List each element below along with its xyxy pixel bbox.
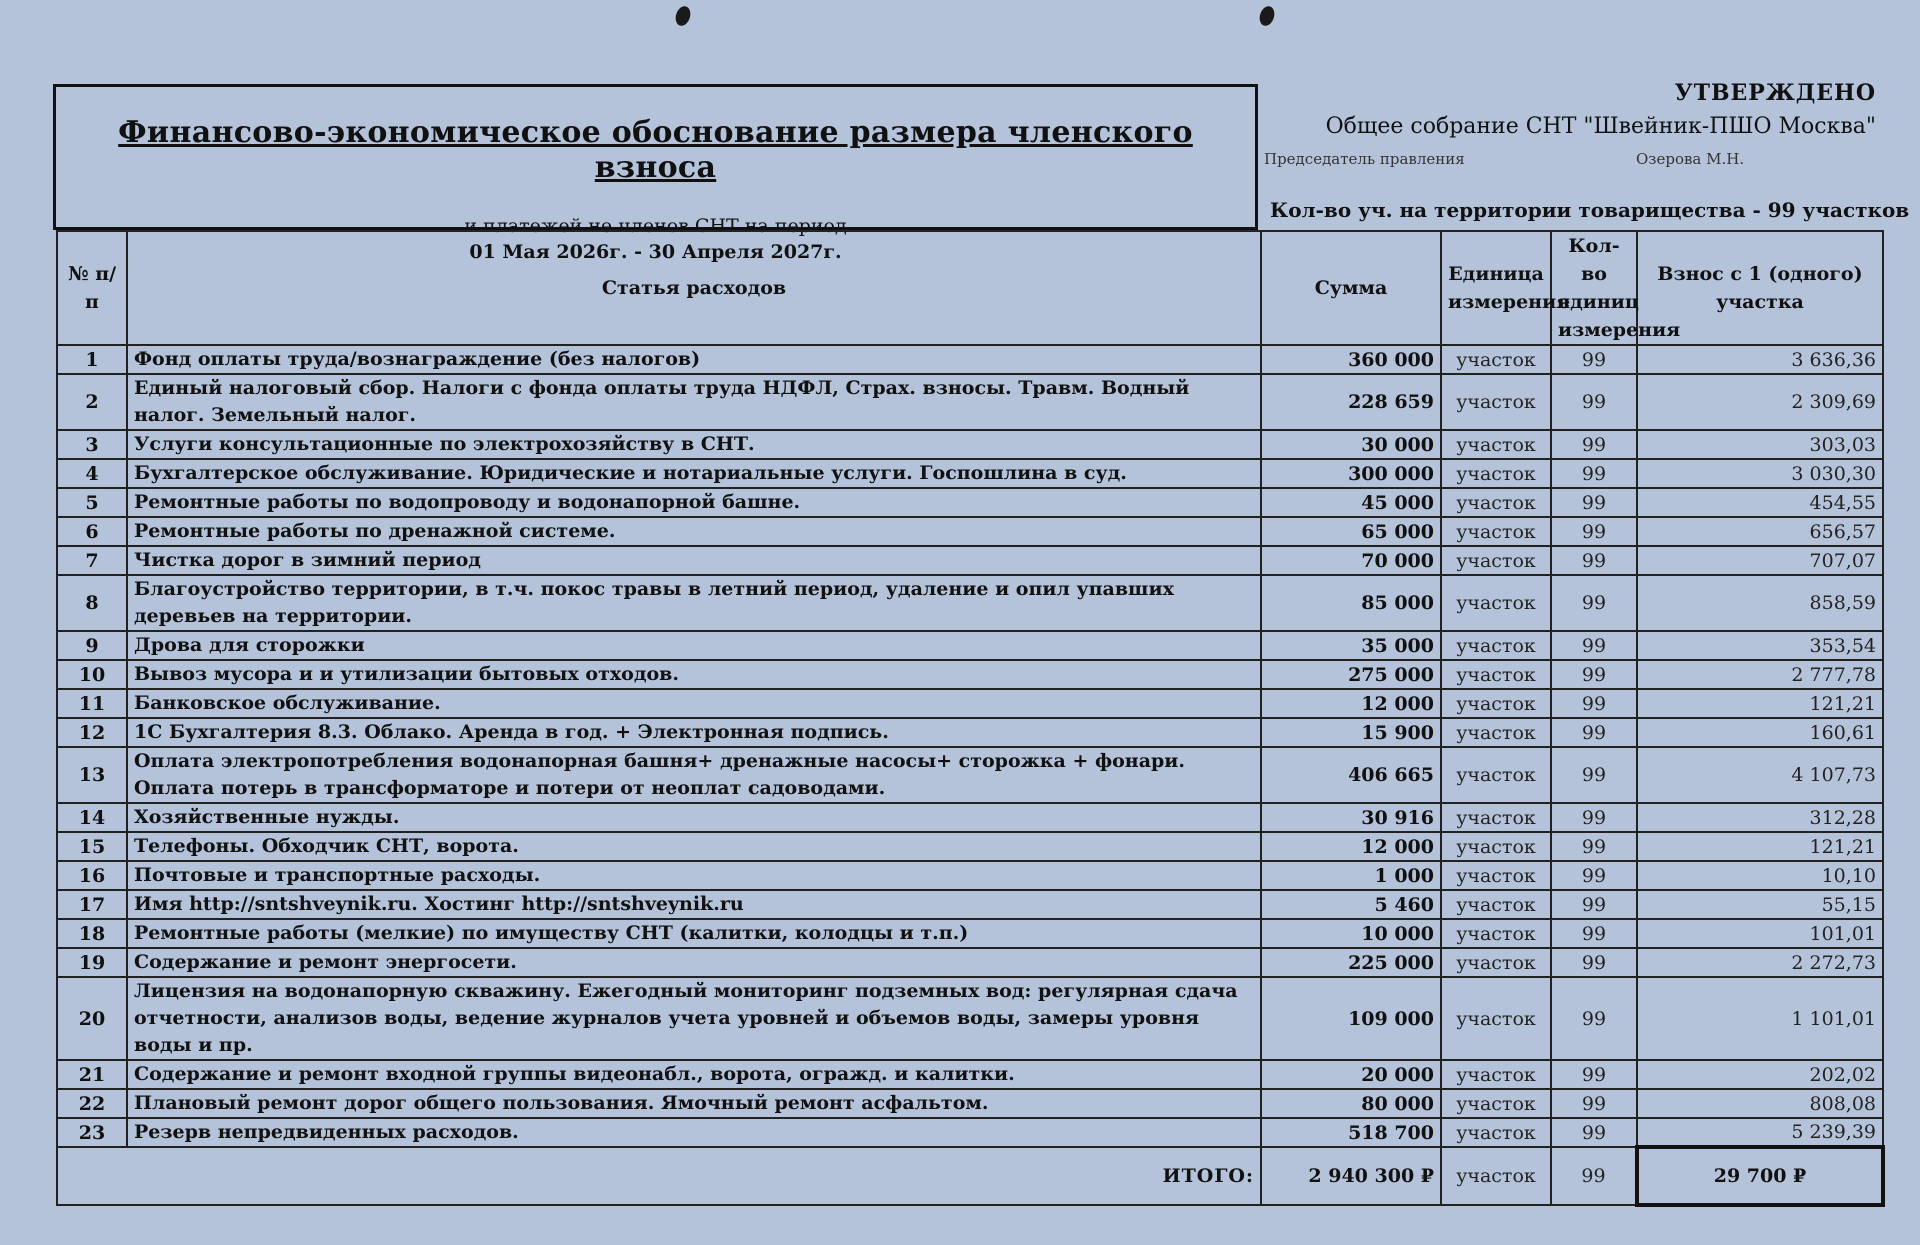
per-plot-fee: 303,03 <box>1637 430 1883 459</box>
expense-sum: 12 000 <box>1261 832 1441 861</box>
expense-sum: 1 000 <box>1261 861 1441 890</box>
units-count: 99 <box>1551 919 1637 948</box>
subtitle-line-1: и платежей не членов СНТ на период <box>464 215 847 237</box>
expense-item: Ремонтные работы (мелкие) по имуществу СНТ (калитки, колодцы и т.п.) <box>127 919 1261 948</box>
expense-item: Дрова для сторожки <box>127 631 1261 660</box>
row-number: 15 <box>57 832 127 861</box>
per-plot-fee: 656,57 <box>1637 517 1883 546</box>
expense-item: Хозяйственные нужды. <box>127 803 1261 832</box>
units-count: 99 <box>1551 803 1637 832</box>
units-count: 99 <box>1551 575 1637 631</box>
units-count: 99 <box>1551 718 1637 747</box>
per-plot-fee: 1 101,01 <box>1637 977 1883 1060</box>
unit-of-measure: участок <box>1441 517 1551 546</box>
per-plot-fee: 5 239,39 <box>1637 1118 1883 1147</box>
expense-sum: 225 000 <box>1261 948 1441 977</box>
col-per-plot-header: Взнос с 1 (одного) участка <box>1637 231 1883 345</box>
per-plot-fee: 3 030,30 <box>1637 459 1883 488</box>
per-plot-fee: 3 636,36 <box>1637 345 1883 374</box>
expense-item: Вывоз мусора и и утилизации бытовых отходов. <box>127 660 1261 689</box>
unit-of-measure: участок <box>1441 919 1551 948</box>
table-row <box>57 861 1883 890</box>
expense-sum: 275 000 <box>1261 660 1441 689</box>
per-plot-fee: 121,21 <box>1637 689 1883 718</box>
table-row <box>57 345 1883 374</box>
expense-item: Плановый ремонт дорог общего пользования. Ямочный ремонт асфальтом. <box>127 1089 1261 1118</box>
table-row <box>57 575 1883 631</box>
table-row <box>57 459 1883 488</box>
units-count: 99 <box>1551 459 1637 488</box>
unit-of-measure: участок <box>1441 747 1551 803</box>
units-count: 99 <box>1551 977 1637 1060</box>
expense-item: Бухгалтерское обслуживание. Юридические и нотариальные услуги. Госпошлина в суд. <box>127 459 1261 488</box>
expense-sum: 30 000 <box>1261 430 1441 459</box>
expense-sum: 35 000 <box>1261 631 1441 660</box>
table-row <box>57 488 1883 517</box>
table-row <box>57 747 1883 803</box>
expense-sum: 80 000 <box>1261 1089 1441 1118</box>
per-plot-fee: 2 309,69 <box>1637 374 1883 430</box>
approved-stamp: УТВЕРЖДЕНО <box>1674 80 1876 106</box>
unit-of-measure: участок <box>1441 631 1551 660</box>
expense-sum: 45 000 <box>1261 488 1441 517</box>
expense-table <box>56 230 1885 1207</box>
expense-sum: 15 900 <box>1261 718 1441 747</box>
row-number: 23 <box>57 1118 127 1147</box>
table-row <box>57 919 1883 948</box>
unit-of-measure: участок <box>1441 345 1551 374</box>
table-row <box>57 1089 1883 1118</box>
expense-sum: 65 000 <box>1261 517 1441 546</box>
chair-label: Председатель правления <box>1264 150 1465 168</box>
per-plot-fee: 10,10 <box>1637 861 1883 890</box>
expense-item: Имя http://sntshveynik.ru. Хостинг http://sntshveynik.ru <box>127 890 1261 919</box>
unit-of-measure: участок <box>1441 1118 1551 1147</box>
row-number: 11 <box>57 689 127 718</box>
table-row <box>57 517 1883 546</box>
units-count: 99 <box>1551 345 1637 374</box>
expense-item: Чистка дорог в зимний период <box>127 546 1261 575</box>
expense-item: Ремонтные работы по дренажной системе. <box>127 517 1261 546</box>
row-number: 1 <box>57 345 127 374</box>
expense-item: Почтовые и транспортные расходы. <box>127 861 1261 890</box>
expense-item: Оплата электропотребления водонапорная башня+ дренажные насосы+ сторожка + фонари. Оплата потерь в трансформаторе и потери от неоплат садоводами. <box>127 747 1261 803</box>
chair-name: Озерова М.Н. <box>1636 150 1745 168</box>
unit-of-measure: участок <box>1441 689 1551 718</box>
unit-of-measure: участок <box>1441 374 1551 430</box>
total-label: ИТОГО: <box>57 1147 1261 1205</box>
row-number: 20 <box>57 977 127 1060</box>
expense-sum: 300 000 <box>1261 459 1441 488</box>
expense-item: Лицензия на водонапорную скважину. Ежегодный мониторинг подземных вод: регулярная сдача отчетности, анализов воды, ведение журналов учета уровней и объемов воды, замеры уровня воды и пр. <box>127 977 1261 1060</box>
per-plot-fee: 707,07 <box>1637 546 1883 575</box>
table-header-row <box>57 231 1883 345</box>
units-count: 99 <box>1551 1060 1637 1089</box>
per-plot-fee: 858,59 <box>1637 575 1883 631</box>
total-row <box>57 1147 1883 1205</box>
units-count: 99 <box>1551 546 1637 575</box>
units-count: 99 <box>1551 374 1637 430</box>
units-count: 99 <box>1551 430 1637 459</box>
expense-sum: 360 000 <box>1261 345 1441 374</box>
expense-sum: 12 000 <box>1261 689 1441 718</box>
total-unit: участок <box>1441 1147 1551 1205</box>
total-per-plot: 29 700 ₽ <box>1637 1147 1883 1205</box>
expense-item: Содержание и ремонт входной группы видеонабл., ворота, огражд. и калитки. <box>127 1060 1261 1089</box>
row-number: 9 <box>57 631 127 660</box>
row-number: 17 <box>57 890 127 919</box>
per-plot-fee: 312,28 <box>1637 803 1883 832</box>
expense-item: Ремонтные работы по водопроводу и водонапорной башне. <box>127 488 1261 517</box>
units-count: 99 <box>1551 660 1637 689</box>
row-number: 2 <box>57 374 127 430</box>
table-row <box>57 430 1883 459</box>
row-number: 7 <box>57 546 127 575</box>
expense-sum: 20 000 <box>1261 1060 1441 1089</box>
units-count: 99 <box>1551 832 1637 861</box>
per-plot-fee: 2 272,73 <box>1637 948 1883 977</box>
per-plot-fee: 101,01 <box>1637 919 1883 948</box>
document-title: Финансово-экономическое обоснование размера членского взноса <box>118 115 1193 185</box>
units-count: 99 <box>1551 1089 1637 1118</box>
unit-of-measure: участок <box>1441 1089 1551 1118</box>
unit-of-measure: участок <box>1441 948 1551 977</box>
units-count: 99 <box>1551 689 1637 718</box>
table-row <box>57 718 1883 747</box>
units-count: 99 <box>1551 517 1637 546</box>
unit-of-measure: участок <box>1441 1060 1551 1089</box>
row-number: 12 <box>57 718 127 747</box>
title-box <box>53 84 1258 263</box>
units-count: 99 <box>1551 488 1637 517</box>
row-number: 16 <box>57 861 127 890</box>
table-row <box>57 803 1883 832</box>
expense-sum: 228 659 <box>1261 374 1441 430</box>
unit-of-measure: участок <box>1441 459 1551 488</box>
total-units-count: 99 <box>1551 1147 1637 1205</box>
row-number: 22 <box>57 1089 127 1118</box>
col-sum-header: Сумма <box>1261 231 1441 345</box>
expense-item: Фонд оплаты труда/вознаграждение (без налогов) <box>127 345 1261 374</box>
row-number: 18 <box>57 919 127 948</box>
unit-of-measure: участок <box>1441 575 1551 631</box>
per-plot-fee: 808,08 <box>1637 1089 1883 1118</box>
plots-count: Кол-во уч. на территории товарищества - 99 участков <box>1270 198 1910 222</box>
row-number: 8 <box>57 575 127 631</box>
table-row <box>57 1060 1883 1089</box>
row-number: 5 <box>57 488 127 517</box>
subtitle-period: 01 Мая 2026г. - 30 Апреля 2027г. <box>469 241 842 263</box>
expense-item: Резерв непредвиденных расходов. <box>127 1118 1261 1147</box>
units-count: 99 <box>1551 948 1637 977</box>
per-plot-fee: 121,21 <box>1637 832 1883 861</box>
per-plot-fee: 160,61 <box>1637 718 1883 747</box>
row-number: 14 <box>57 803 127 832</box>
units-count: 99 <box>1551 890 1637 919</box>
col-num-header: № п/п <box>57 231 127 345</box>
table-row <box>57 1118 1883 1147</box>
row-number: 4 <box>57 459 127 488</box>
unit-of-measure: участок <box>1441 803 1551 832</box>
assembly-name: Общее собрание СНТ "Швейник-ПШО Москва" <box>1325 114 1876 139</box>
unit-of-measure: участок <box>1441 430 1551 459</box>
row-number: 21 <box>57 1060 127 1089</box>
table-row <box>57 948 1883 977</box>
per-plot-fee: 4 107,73 <box>1637 747 1883 803</box>
expense-sum: 30 916 <box>1261 803 1441 832</box>
table-row <box>57 546 1883 575</box>
units-count: 99 <box>1551 631 1637 660</box>
row-number: 3 <box>57 430 127 459</box>
expense-sum: 70 000 <box>1261 546 1441 575</box>
table-row <box>57 977 1883 1060</box>
table-row <box>57 832 1883 861</box>
table-row <box>57 631 1883 660</box>
unit-of-measure: участок <box>1441 977 1551 1060</box>
unit-of-measure: участок <box>1441 861 1551 890</box>
expense-sum: 85 000 <box>1261 575 1441 631</box>
per-plot-fee: 2 777,78 <box>1637 660 1883 689</box>
expense-item: Содержание и ремонт энергосети. <box>127 948 1261 977</box>
table-row <box>57 660 1883 689</box>
unit-of-measure: участок <box>1441 832 1551 861</box>
row-number: 13 <box>57 747 127 803</box>
expense-item: Благоустройство территории, в т.ч. покос травы в летний период, удаление и опил упавших деревьев на территории. <box>127 575 1261 631</box>
expense-item: Телефоны. Обходчик СНТ, ворота. <box>127 832 1261 861</box>
table-row <box>57 374 1883 430</box>
per-plot-fee: 454,55 <box>1637 488 1883 517</box>
unit-of-measure: участок <box>1441 660 1551 689</box>
unit-of-measure: участок <box>1441 488 1551 517</box>
per-plot-fee: 55,15 <box>1637 890 1883 919</box>
table-row <box>57 689 1883 718</box>
row-number: 19 <box>57 948 127 977</box>
expense-sum: 109 000 <box>1261 977 1441 1060</box>
col-unit-header: Единица измерения <box>1441 231 1551 345</box>
expense-item: Банковское обслуживание. <box>127 689 1261 718</box>
unit-of-measure: участок <box>1441 718 1551 747</box>
table-row <box>57 890 1883 919</box>
expense-item: Единый налоговый сбор. Налоги с фонда оплаты труда НДФЛ, Страх. взносы. Травм. Водный налог. Земельный налог. <box>127 374 1261 430</box>
expense-sum: 518 700 <box>1261 1118 1441 1147</box>
units-count: 99 <box>1551 1118 1637 1147</box>
expense-sum: 406 665 <box>1261 747 1441 803</box>
units-count: 99 <box>1551 861 1637 890</box>
unit-of-measure: участок <box>1441 890 1551 919</box>
expense-sum: 10 000 <box>1261 919 1441 948</box>
total-sum: 2 940 300 ₽ <box>1261 1147 1441 1205</box>
unit-of-measure: участок <box>1441 546 1551 575</box>
col-item-header: Статья расходов <box>127 231 1261 345</box>
per-plot-fee: 202,02 <box>1637 1060 1883 1089</box>
expense-item: 1С Бухгалтерия 8.3. Облако. Аренда в год. + Электронная подпись. <box>127 718 1261 747</box>
col-units-count-header: Кол-во единиц измерения <box>1551 231 1637 345</box>
per-plot-fee: 353,54 <box>1637 631 1883 660</box>
units-count: 99 <box>1551 747 1637 803</box>
expense-sum: 5 460 <box>1261 890 1441 919</box>
row-number: 10 <box>57 660 127 689</box>
approval-block <box>1326 80 1876 139</box>
table-body <box>57 345 1883 1147</box>
row-number: 6 <box>57 517 127 546</box>
expense-item: Услуги консультационные по электрохозяйству в СНТ. <box>127 430 1261 459</box>
